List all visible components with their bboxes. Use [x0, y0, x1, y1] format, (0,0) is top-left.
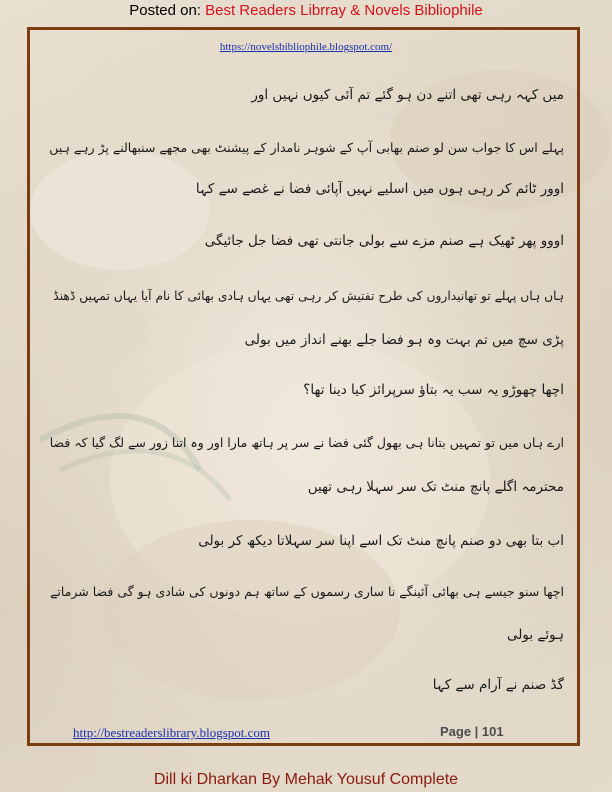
page-number: Page | 101	[440, 724, 504, 739]
story-line: اچھا چھوڑو یہ سب یہ بتاؤ سرپرائز کیا دینا تھا؟	[303, 382, 564, 398]
site-name: Best Readers Librray & Novels Bibliophile	[205, 2, 483, 19]
novels-bibliophile-link[interactable]: https://novelsbibliophile.blogspot.com/	[219, 41, 393, 53]
story-line: اووو پھر ٹھیک ہے صنم مزے سے بولی جانتی تھی فضا جل جائیگی	[204, 233, 564, 249]
story-line: پہلے اس کا جواب سن لو صنم بھابی آپ کے شوہر نامدار کے پیشنٹ بھی مجھے سنبھالنے پڑ رہے ہیں	[49, 140, 564, 155]
story-line: محترمہ اگلے پانچ منٹ تک سر سہلا رہی تھیں	[307, 479, 564, 495]
story-line: پڑی سچ میں تم بہت وہ ہو فضا جلے بھنے انداز میں بولی	[244, 332, 564, 348]
bottom-link-container	[73, 725, 270, 741]
book-title-footer: Dill ki Dharkan By Mehak Yousuf Complete	[153, 771, 459, 788]
story-line: گڈ صنم نے آرام سے کہا	[432, 677, 564, 693]
story-line: ہاں ہاں پہلے تو تھانیداروں کی طرح تفتیش کر رہی تھی یہاں ہادی بھائی کا نام آیا یہاں تمہیں ڈھنڈ	[53, 289, 564, 303]
best-readers-library-link[interactable]: http://bestreaderslibrary.blogspot.com	[73, 725, 270, 740]
story-line: اب بتا بھی دو صنم پانچ منٹ تک اسے اپنا سر سہلاتا دیکھ کر بولی	[198, 533, 564, 549]
story-line: اچھا سنو جیسے ہی بھائی آئینگے نا ساری رسموں کے ساتھ ہم دونوں کی شادی ہو گی فضا شرماتے	[50, 584, 564, 599]
posted-on-label: Posted on:	[129, 2, 206, 19]
story-line: ہوئے بولی	[507, 627, 564, 643]
story-line: اوور ٹائم کر رہی ہوں میں اسلیے نہیں آپائی فضا نے غصے سے کہا	[195, 181, 564, 197]
story-line: میں کہہ رہی تھی اتنے دن ہو گئے تم آئی کیوں نہیں اور	[251, 87, 564, 103]
story-line: ارے ہاں میں تو تمہیں بتانا ہی بھول گئی فضا نے سر پر ہاتھ مارا اور وہ اتنا زور سے لگ گیا کہ فضا	[49, 435, 564, 450]
